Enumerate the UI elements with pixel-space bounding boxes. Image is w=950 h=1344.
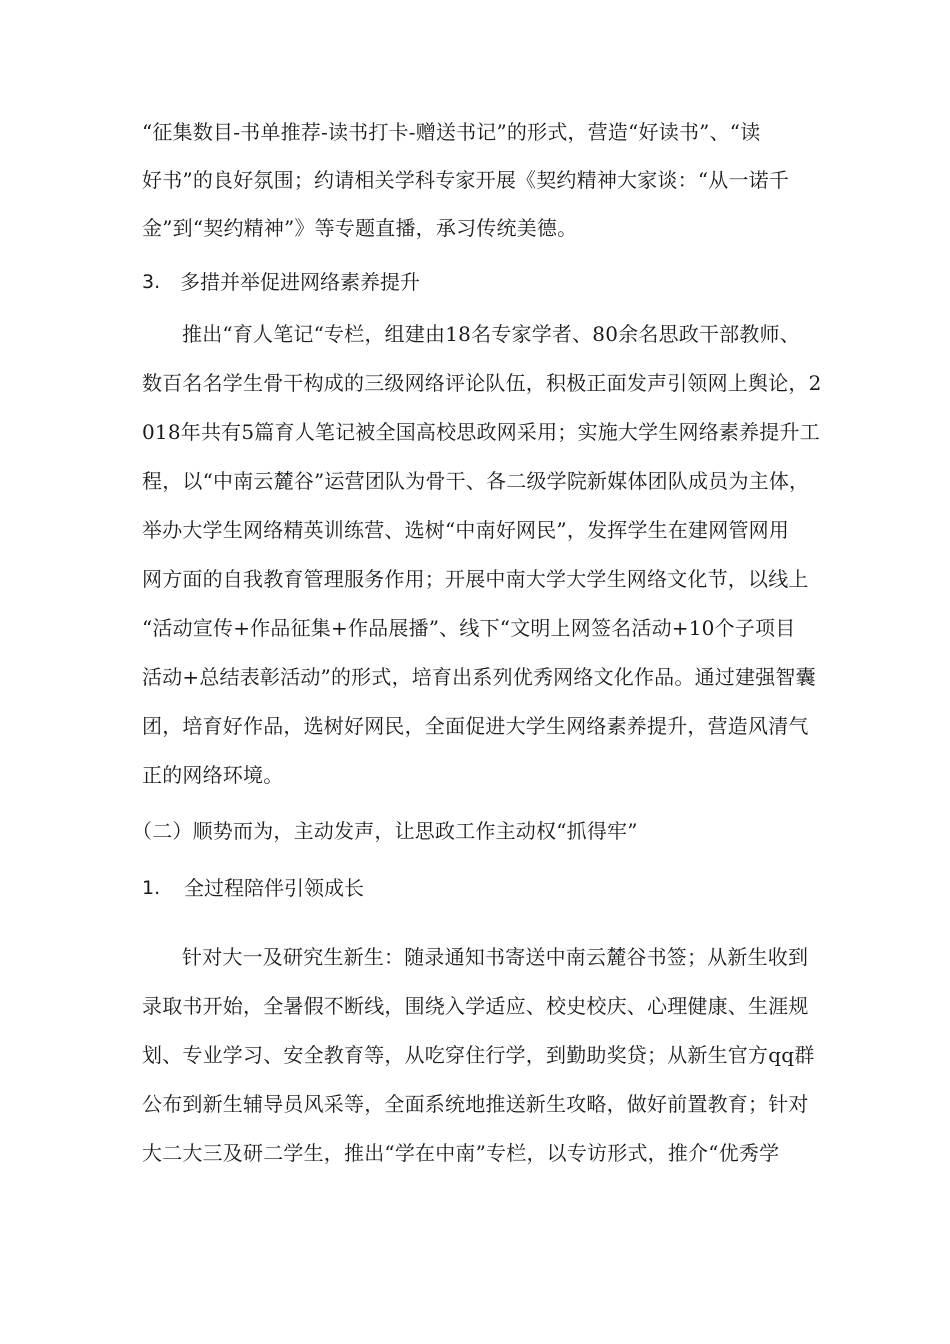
para2-line-9: 团，培育好作品，选树好网民，全面促进大学生网络素养提升，营造风清气	[142, 714, 809, 738]
para3-line-2: 录取书开始，全暑假不断线，围绕入学适应、校史校庆、心理健康、生涯规	[142, 994, 809, 1018]
para3-line-1: 针对大一及研究生新生：随录通知书寄送中南云麓谷书签；从新生收到	[182, 945, 809, 969]
heading-1-text: 全过程陪伴引领成长	[184, 876, 364, 900]
para2-line-8: 活动+总结表彰活动”的形式，培育出系列优秀网络文化作品。通过建强智囊	[142, 665, 816, 689]
para3-line-4: 公布到新生辅导员风采等，全面系统地推送新生攻略，做好前置教育；针对	[142, 1092, 809, 1116]
heading-3-text: 多措并举促进网络素养提升	[180, 270, 420, 294]
para1-line-2: 好书”的良好氛围；约请相关学科专家开展《契约精神大家谈：“从一诺千	[142, 168, 790, 192]
para1-line-3: 金”到“契约精神”》等专题直播，承习传统美德。	[142, 216, 578, 240]
para2-line-1: 推出“育人笔记“专栏，组建由18名专家学者、80余名思政干部教师、	[182, 322, 800, 346]
heading-1-number: 1.	[142, 877, 161, 899]
para2-line-5: 举办大学生网络精英训练营、选树“中南好网民”，发挥学生在建网管网用	[142, 518, 790, 542]
section-2-heading: （二）顺势而为，主动发声，让思政工作主动权“抓得牢”	[132, 819, 638, 843]
para2-line-7: “活动宣传+作品征集+作品展播”、线下“文明上网签名活动+10个子项目	[142, 616, 796, 640]
heading-3-number: 3.	[142, 271, 161, 293]
para2-line-3: 018年共有5篇育人笔记被全国高校思政网采用；实施大学生网络素养提升工	[142, 420, 820, 444]
para3-line-3: 划、专业学习、安全教育等，从吃穿住行学，到勤助奖贷；从新生官方qq群	[142, 1043, 815, 1067]
para3-line-5: 大二大三及研二学生，推出“学在中南”专栏，以专访形式，推介“优秀学	[142, 1141, 780, 1165]
para2-line-10: 正的网络环境。	[142, 763, 284, 787]
para2-line-4: 程，以“中南云麓谷”运营团队为骨干、各二级学院新媒体团队成员为主体，	[142, 469, 810, 493]
para2-line-6: 网方面的自我教育管理服务作用；开展中南大学大学生网络文化节，以线上	[142, 567, 809, 591]
para2-line-2: 数百名名学生骨干构成的三级网络评论队伍，积极正面发声引领网上舆论，2	[142, 371, 822, 395]
para1-line-1: “征集数目-书单推荐-读书打卡-赠送书记”的形式，营造“好读书”、“读	[142, 120, 761, 144]
